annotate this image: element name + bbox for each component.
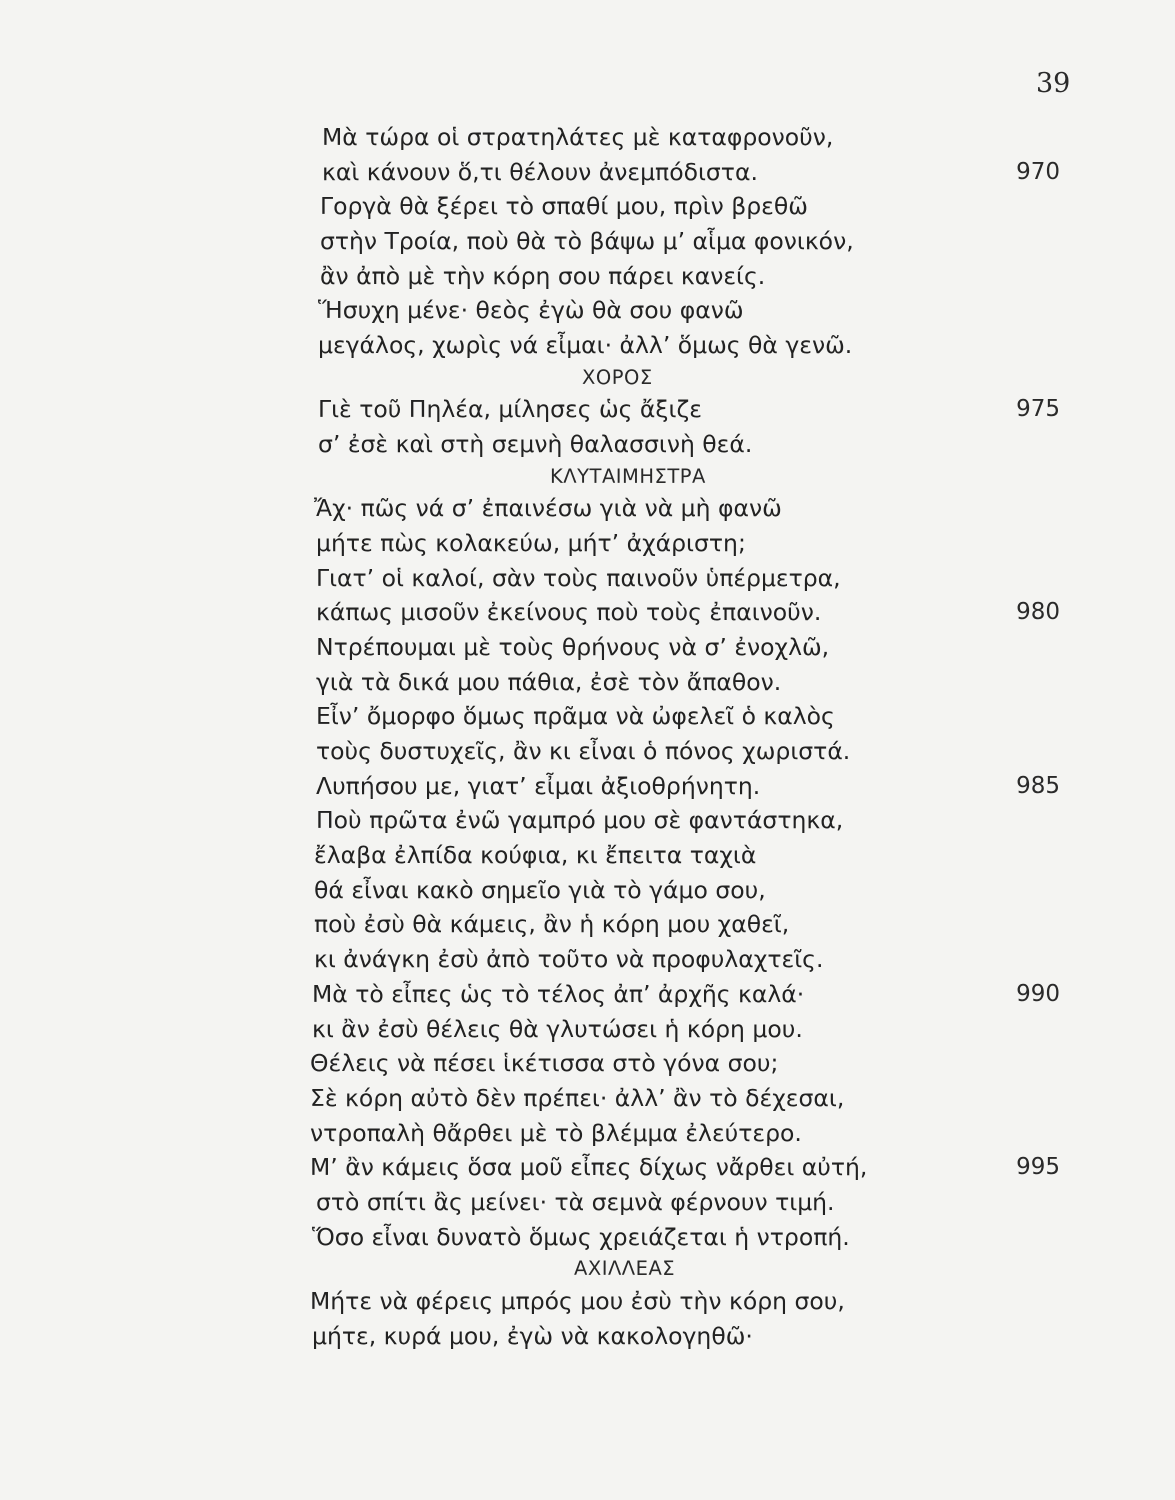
verse-text: μεγάλος, χωρὶς νά εἶμαι· ἀλλ’ ὅμως θὰ γενῶ. — [318, 331, 853, 360]
verse-line — [300, 392, 1060, 427]
line-number: 975 — [1016, 396, 1060, 423]
verse-line — [300, 942, 1060, 977]
verse-line — [300, 977, 1060, 1012]
verse-line — [300, 1116, 1060, 1151]
speaker-name: ΑΧΙΛΛΕΑΣ — [574, 1257, 676, 1281]
verse-line — [300, 1150, 1060, 1185]
speaker-heading — [300, 363, 1060, 393]
verse-text: μήτε, κυρά μου, ἐγὼ νὰ κακολογηθῶ· — [312, 1321, 753, 1350]
verse-text: Ἥσυχη μένε· θεὸς ἐγὼ θὰ σου φανῶ — [318, 296, 744, 325]
verse-text: σ’ ἐσὲ καὶ στὴ σεμνὴ θαλασσινὴ θεά. — [318, 430, 753, 458]
verse-text: Γοργὰ θὰ ξέρει τὸ σπαθί μου, πρὶν βρεθῶ — [320, 192, 808, 221]
speaker-name: ΚΛΥΤΑΙΜΗΣΤΡΑ — [550, 464, 706, 488]
verse-line — [300, 259, 1060, 294]
verse-text: κάπως μισοῦν ἐκείνους ποὺ τοὺς ἐπαινοῦν. — [316, 598, 822, 627]
verse-line — [300, 907, 1060, 942]
verse-line — [300, 734, 1060, 769]
verse-line — [300, 699, 1060, 734]
verse-line — [300, 1220, 1060, 1255]
verse-text: Θέλεις νὰ πέσει ἱκέτισσα στὸ γόνα σου; — [310, 1049, 779, 1078]
verse-text-block — [300, 120, 1060, 1353]
speaker-name: ΧΟΡΟΣ — [582, 365, 653, 389]
verse-text: ποὺ ἐσὺ θὰ κάμεις, ἂν ἡ κόρη μου χαθεῖ, — [314, 910, 790, 939]
verse-line — [300, 769, 1060, 804]
verse-line — [300, 427, 1060, 462]
verse-line — [300, 1284, 1060, 1319]
verse-line — [300, 328, 1060, 363]
page-number: 39 — [1036, 68, 1071, 99]
verse-line — [300, 630, 1060, 665]
verse-line — [300, 1046, 1060, 1081]
verse-text: καὶ κάνουν ὅ,τι θέλουν ἀνεμπόδιστα. — [322, 157, 758, 186]
verse-text: Ὅσο εἶναι δυνατὸ ὅμως χρειάζεται ἡ ντροπή. — [312, 1222, 850, 1251]
verse-text: Ἄχ· πῶς νά σ’ ἐπαινέσω γιὰ νὰ μὴ φανῶ — [314, 494, 782, 523]
verse-line — [300, 155, 1060, 190]
verse-text: κι ἀνάγκη ἐσὺ ἀπὸ τοῦτο νὰ προφυλαχτεῖς. — [314, 945, 824, 974]
verse-line — [300, 491, 1060, 526]
verse-text: μήτε πὼς κολακεύω, μήτ’ ἀχάριστη; — [316, 528, 746, 557]
line-number: 970 — [1016, 158, 1060, 185]
verse-line — [300, 293, 1060, 328]
verse-line — [300, 595, 1060, 630]
verse-text: στὸ σπίτι ἂς μείνει· τὰ σεμνὰ φέρνουν τιμή. — [316, 1187, 835, 1216]
verse-text: Μ’ ἂν κάμεις ὅσα μοῦ εἶπες δίχως νἄρθει αὐτή, — [310, 1153, 868, 1182]
line-number: 995 — [1016, 1154, 1060, 1181]
speaker-heading — [300, 1254, 1060, 1284]
verse-text: θά εἶναι κακὸ σημεῖο γιὰ τὸ γάμο σου, — [314, 875, 766, 904]
verse-text: τοὺς δυστυχεῖς, ἂν κι εἶναι ὁ πόνος χωριστά. — [316, 737, 851, 765]
verse-text: Λυπήσου με, γιατ’ εἶμαι ἀξιοθρήνητη. — [316, 771, 761, 800]
verse-line — [300, 1081, 1060, 1116]
verse-text: στὴν Τροία, ποὺ θὰ τὸ βάψω μ’ αἷμα φονικόν, — [320, 227, 854, 256]
verse-line — [300, 1012, 1060, 1047]
verse-line — [300, 803, 1060, 838]
verse-text: ἂν ἀπὸ μὲ τὴν κόρη σου πάρει κανείς. — [320, 261, 766, 290]
line-number: 980 — [1016, 599, 1060, 626]
verse-text: Γιὲ τοῦ Πηλέα, μίλησες ὡς ἄξιζε — [318, 395, 702, 424]
verse-text: Ντρέπουμαι μὲ τοὺς θρήνους νὰ σ’ ἐνοχλῶ, — [316, 632, 830, 661]
verse-line — [300, 224, 1060, 259]
verse-text: κι ἂν ἐσὺ θέλεις θὰ γλυτώσει ἡ κόρη μου. — [312, 1014, 803, 1043]
verse-text: Μὰ τὸ εἶπες ὡς τὸ τέλος ἀπ’ ἀρχῆς καλά· — [312, 979, 805, 1008]
verse-text: Γιατ’ οἱ καλοί, σὰν τοὺς παινοῦν ὑπέρμετρα, — [316, 563, 841, 592]
verse-line — [300, 873, 1060, 908]
verse-text: Μήτε νὰ φέρεις μπρός μου ἐσὺ τὴν κόρη σου, — [310, 1286, 845, 1315]
verse-line — [300, 526, 1060, 561]
speaker-heading — [300, 462, 1060, 492]
verse-line — [300, 189, 1060, 224]
verse-text: γιὰ τὰ δικά μου πάθια, ἐσὲ τὸν ἄπαθον. — [316, 667, 782, 696]
verse-line — [300, 120, 1060, 155]
verse-line — [300, 1319, 1060, 1354]
verse-line — [300, 838, 1060, 873]
verse-line — [300, 561, 1060, 596]
verse-text: Σὲ κόρη αὐτὸ δὲν πρέπει· ἀλλ’ ἂν τὸ δέχεσαι, — [310, 1083, 845, 1112]
verse-line — [300, 665, 1060, 700]
verse-text: Μὰ τώρα οἱ στρατηλάτες μὲ καταφρονοῦν, — [322, 123, 834, 151]
line-number: 985 — [1016, 772, 1060, 799]
verse-text: Εἶν’ ὄμορφο ὅμως πρᾶμα νὰ ὠφελεῖ ὁ καλὸς — [316, 702, 835, 731]
verse-line — [300, 1185, 1060, 1220]
line-number: 990 — [1016, 980, 1060, 1007]
verse-text: ντροπαλὴ θἄρθει μὲ τὸ βλέμμα ἐλεύτερο. — [310, 1118, 802, 1147]
verse-text: Ποὺ πρῶτα ἐνῶ γαμπρό μου σὲ φαντάστηκα, — [316, 806, 844, 835]
verse-text: ἔλαβα ἐλπίδα κούφια, κι ἔπειτα ταχιὰ — [314, 841, 757, 870]
